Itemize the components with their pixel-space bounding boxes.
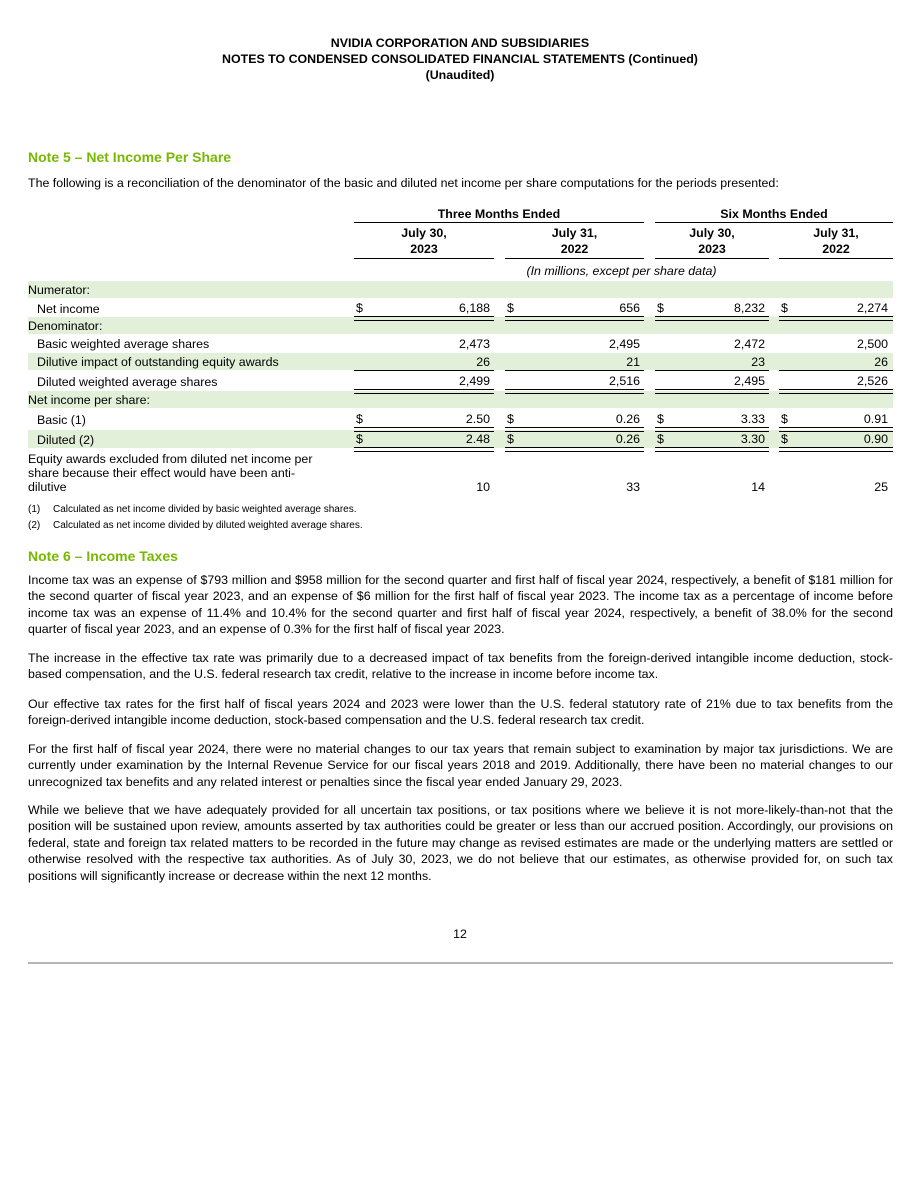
col-header-1-line1: July 30, bbox=[401, 226, 447, 240]
basic-eps-value: 2.50 bbox=[465, 412, 490, 426]
document-unaudited-label: (Unaudited) bbox=[425, 68, 495, 82]
net-income-value: 6,188 bbox=[458, 301, 490, 315]
basic-shares-label: Basic weighted average shares bbox=[37, 337, 210, 351]
dollar-sign: $ bbox=[657, 301, 664, 315]
note6-paragraph: While we believe that we have adequately provided for all uncertain tax positions, or tax positions where we believe it is not more-likely-than-not that the position will be sustained upon review, amounts asserted by tax authorities could be greater or less than our accrued position. Accordingly, our provisions on federal, state and foreign tax related matters to be recorded in the future may change as revised estimates are made or the underlying matters are settled or otherwise resolved with the respective tax authorities. As of July 30, 2023, we do not believe that our estimates, as otherwise provided for, on such tax positions will significantly increase or decrease within the next 12 months. bbox=[28, 803, 893, 883]
eps-label: Net income per share: bbox=[28, 393, 150, 407]
note5-intro: The following is a reconciliation of the denominator of the basic and diluted net income per share computations for the periods presented: bbox=[28, 176, 779, 190]
diluted-eps-value: 0.26 bbox=[615, 432, 640, 446]
dollar-sign: $ bbox=[657, 412, 664, 426]
col-header-1-line2: 2023 bbox=[410, 242, 438, 256]
page-bottom-divider bbox=[28, 962, 893, 964]
note6-title: Note 6 – Income Taxes bbox=[28, 548, 178, 564]
footnote-2-text: Calculated as net income divided by diluted weighted average shares. bbox=[53, 520, 363, 531]
units-note: (In millions, except per share data) bbox=[526, 264, 717, 278]
note6-paragraph: Our effective tax rates for the first half of fiscal years 2024 and 2023 were lower than the U.S. federal statutory rate of 21% due to tax benefits from the foreign-derived intangible income deduction, stock-based compensation and the U.S. federal research tax credit. bbox=[28, 697, 893, 728]
diluted-shares-value: 2,495 bbox=[733, 374, 765, 388]
diluted-shares-value: 2,526 bbox=[856, 374, 888, 388]
col-header-2-line1: July 31, bbox=[551, 226, 598, 240]
basic-eps-label: Basic (1) bbox=[37, 413, 86, 427]
dilutive-impact-value: 26 bbox=[476, 355, 490, 369]
net-income-value: 656 bbox=[619, 301, 640, 315]
diluted-shares-value: 2,499 bbox=[458, 374, 490, 388]
dollar-sign: $ bbox=[781, 412, 788, 426]
numerator-label: Numerator: bbox=[28, 283, 90, 297]
dollar-sign: $ bbox=[356, 412, 363, 426]
excluded-awards-value: 25 bbox=[874, 480, 888, 494]
diluted-shares-value: 2,516 bbox=[608, 374, 640, 388]
col-header-4-line2: 2022 bbox=[822, 242, 850, 256]
col-header-3-line2: 2023 bbox=[698, 242, 726, 256]
diluted-shares-label: Diluted weighted average shares bbox=[37, 375, 218, 389]
excluded-awards-value: 10 bbox=[476, 480, 490, 494]
col-header-3-line1: July 30, bbox=[689, 226, 735, 240]
group-six-months: Six Months Ended bbox=[720, 207, 828, 221]
dilutive-impact-value: 26 bbox=[874, 355, 888, 369]
excluded-awards-label-line1: Equity awards excluded from diluted net income per bbox=[28, 452, 313, 466]
note5-title: Note 5 – Net Income Per Share bbox=[28, 149, 232, 165]
basic-eps-value: 0.26 bbox=[615, 412, 640, 426]
dollar-sign: $ bbox=[507, 412, 514, 426]
dollar-sign: $ bbox=[356, 432, 363, 446]
col-header-4-line1: July 31, bbox=[813, 226, 859, 240]
page-number: 12 bbox=[453, 927, 467, 941]
dollar-sign: $ bbox=[781, 301, 788, 315]
basic-shares-value: 2,500 bbox=[856, 337, 888, 351]
dilutive-impact-value: 23 bbox=[751, 355, 765, 369]
dollar-sign: $ bbox=[657, 432, 664, 446]
group-three-months: Three Months Ended bbox=[437, 207, 561, 221]
net-income-value: 2,274 bbox=[856, 301, 888, 315]
note6-paragraph: Income tax was an expense of $793 million and $958 million for the second quarter and first half of fiscal year 2024, respectively, a benefit of $181 million for the second quarter of fiscal year 2023, and an expense of $6 million for the first half of fiscal year 2023. The income tax as a percentage of income before income tax was an expense of 11.4% and 10.4% for the second quarter and first half of fiscal year 2024, respectively, a benefit of 38.0% for the second quarter of fiscal year 2023, and an expense of 0.3% for the first half of fiscal year 2023. bbox=[28, 573, 893, 637]
denominator-label: Denominator: bbox=[28, 319, 103, 333]
document-section-title: NOTES TO CONDENSED CONSOLIDATED FINANCIAL STATEMENTS (Continued) bbox=[222, 52, 698, 66]
basic-shares-value: 2,495 bbox=[608, 337, 640, 351]
dilutive-impact-label: Dilutive impact of outstanding equity awards bbox=[37, 355, 279, 369]
net-income-value: 8,232 bbox=[733, 301, 765, 315]
excluded-awards-label-line3: dilutive bbox=[28, 480, 67, 494]
dollar-sign: $ bbox=[781, 432, 788, 446]
dilutive-impact-value: 21 bbox=[626, 355, 640, 369]
basic-shares-value: 2,472 bbox=[733, 337, 765, 351]
diluted-eps-label: Diluted (2) bbox=[37, 433, 95, 447]
note6-paragraph: For the first half of fiscal year 2024, there were no material changes to our tax years that remain subject to examination by major tax jurisdictions. We are currently under examination by the Internal Revenue Service for our fiscal years 2018 and 2019. Additionally, there have been no material changes to our unrecognized tax benefits and any related interest or penalties since the fiscal year ended January 29, 2023. bbox=[28, 742, 893, 789]
net-income-label: Net income bbox=[37, 302, 100, 316]
basic-eps-value: 3.33 bbox=[740, 412, 765, 426]
note6-paragraph: The increase in the effective tax rate was primarily due to a decreased impact of tax benefits from the foreign-derived intangible income deduction, stock-based compensation, and the U.S. federal research tax credit, relative to the increase in income before income tax. bbox=[28, 651, 893, 682]
document-company-title: NVIDIA CORPORATION AND SUBSIDIARIES bbox=[330, 36, 590, 50]
excluded-awards-value: 14 bbox=[751, 480, 765, 494]
row-band-numerator bbox=[28, 281, 893, 298]
basic-shares-value: 2,473 bbox=[458, 337, 490, 351]
col-header-2-line2: 2022 bbox=[560, 242, 589, 256]
dollar-sign: $ bbox=[356, 301, 363, 315]
diluted-eps-value: 2.48 bbox=[465, 432, 490, 446]
footnote-1-text: Calculated as net income divided by basic weighted average shares. bbox=[53, 504, 357, 515]
footnote-2-mark: (2) bbox=[28, 520, 41, 531]
basic-eps-value: 0.91 bbox=[863, 412, 888, 426]
dollar-sign: $ bbox=[507, 301, 514, 315]
excluded-awards-value: 33 bbox=[626, 480, 640, 494]
diluted-eps-value: 3.30 bbox=[740, 432, 765, 446]
excluded-awards-label-line2: share because their effect would have been anti- bbox=[28, 466, 296, 480]
footnote-1-mark: (1) bbox=[28, 504, 41, 515]
dollar-sign: $ bbox=[507, 432, 514, 446]
diluted-eps-value: 0.90 bbox=[863, 432, 888, 446]
